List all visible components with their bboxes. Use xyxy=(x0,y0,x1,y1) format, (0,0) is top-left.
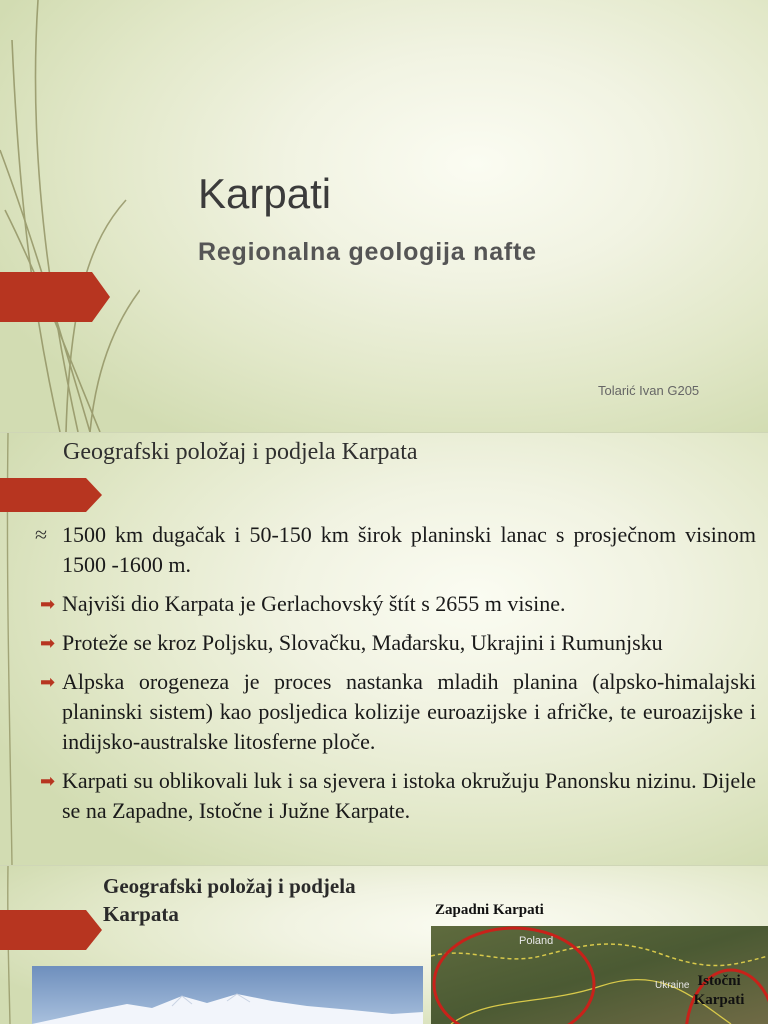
accent-arrow-tab xyxy=(0,910,102,950)
arrow-bullet-icon: ➡ xyxy=(40,633,56,653)
content-slide xyxy=(0,433,768,865)
list-item xyxy=(35,520,756,580)
bullet-text: 1500 km dugačak i 50-150 km širok planinski lanac s prosječnom visinom 1500 -1600 m. xyxy=(62,522,756,577)
map-title: Zapadni Karpati xyxy=(435,902,544,918)
bullet-list xyxy=(35,520,756,835)
bullet-text: Karpati su oblikovali luk i sa sjevera i istoka okružuju Panonsku nizinu. Dijele se na Zapadne, Istočne i Južne Karpate. xyxy=(62,768,756,823)
plant-stems-decoration xyxy=(0,0,140,432)
bullet-text: Najviši dio Karpata je Gerlachovský štít s 2655 m visine. xyxy=(62,591,566,616)
bullet-text: Alpska orogeneza je proces nastanka mladih planina (alpsko-himalajski planinski sistem) kao posljedica kolizije euroazijske i afričke, te euroazijske i indijsko-australske litosferne ploče. xyxy=(62,669,756,754)
author-label: Tolarić Ivan G205 xyxy=(598,383,700,398)
arrow-bullet-icon: ➡ xyxy=(40,594,56,614)
map-label-poland: Poland xyxy=(519,935,554,947)
bullet-text: Proteže se kroz Poljsku, Slovačku, Mađarsku, Ukrajini i Rumunjsku xyxy=(62,630,663,655)
approx-marker: ≈ xyxy=(35,522,48,547)
list-item xyxy=(40,628,756,658)
map-label-east: Istočni Karpati xyxy=(693,973,745,1008)
mountain-photo xyxy=(32,966,423,1024)
map-label-ukraine: Ukraine xyxy=(655,980,690,991)
arrow-bullet-icon: ➡ xyxy=(40,672,56,692)
map-slide xyxy=(0,866,768,1024)
arrow-bullet-icon: ➡ xyxy=(40,771,56,791)
slide-title: Geografski položaj i podjela Karpata xyxy=(63,439,418,465)
slide-title: Karpati xyxy=(198,170,332,217)
accent-arrow-tab xyxy=(0,478,102,512)
list-item xyxy=(40,589,756,619)
slide-subtitle: Regionalna geologija nafte xyxy=(198,238,537,266)
title-slide xyxy=(0,0,768,432)
list-item xyxy=(40,667,756,757)
slide-title: Geografski položaj i podjela Karpata xyxy=(103,874,356,926)
accent-arrow-tab xyxy=(0,272,110,322)
list-item xyxy=(40,766,756,826)
